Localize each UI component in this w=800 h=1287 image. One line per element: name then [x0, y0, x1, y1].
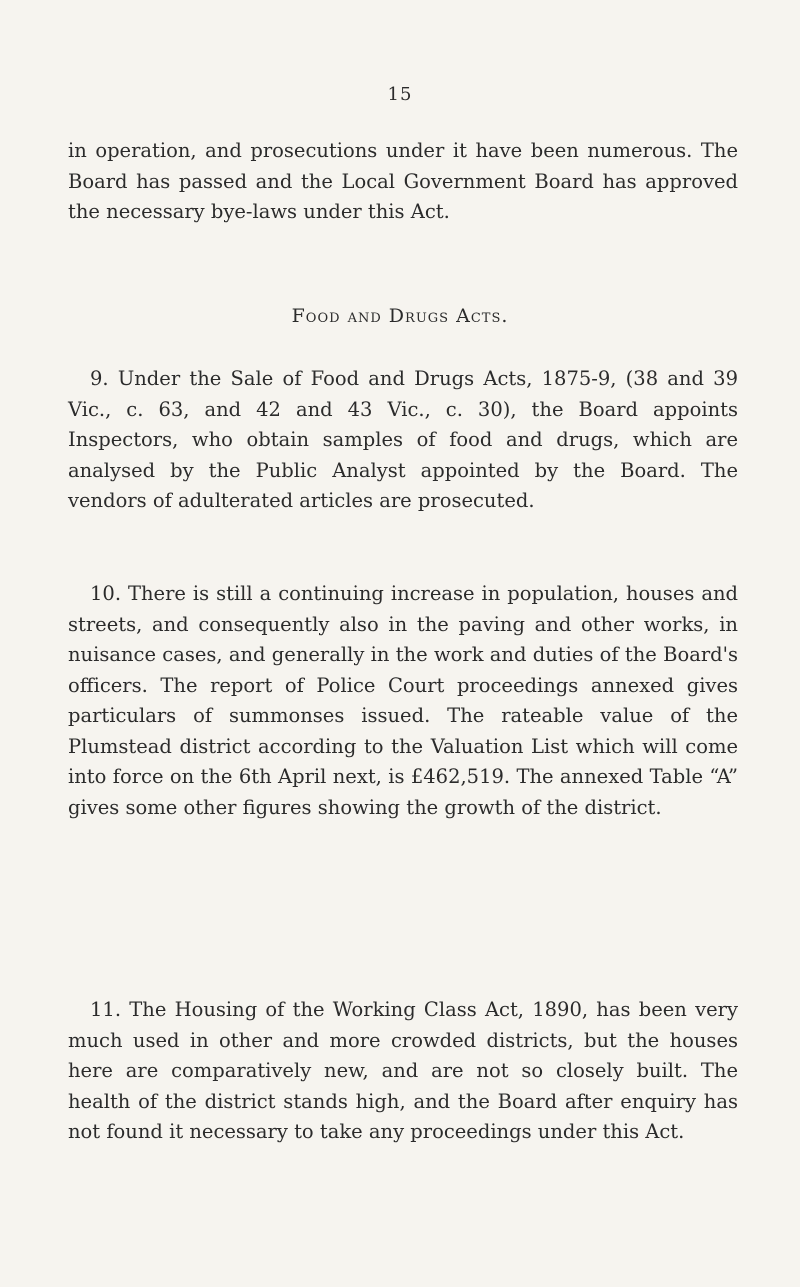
paragraph-11: 11. The Housing of the Working Class Act, 1890, has been very much used in other and more crowded districts, but the houses here are comparatively new, and are not so closely built. The health of the district stands high, and the Board after enquiry has not found it necessary to take any proceedings under this Act. [68, 998, 738, 1143]
paragraph-10: 10. There is still a continuing increase in population, houses and streets, and consequently also in the paving and other works, in nuisance cases, and generally in the work and duties of the Board's officers. The report of Police Court proceedings annexed gives particulars of summonses issued. The rateable value of the Plumstead district according to the Valuation List which will come into force on the 6th April next, is £462,519. The annexed Table “A” gives some other figures showing the growth of the district. [68, 582, 738, 819]
intro-paragraph: in operation, and prosecutions under it have been numerous. The Board has passed and the Local Government Board has approved the necessary bye-laws under this Act. [68, 139, 738, 223]
paragraph-9: 9. Under the Sale of Food and Drugs Acts, 1875-9, (38 and 39 Vic., c. 63, and 42 and 43 Vic., c. 30), the Board appoints Inspectors, who obtain samples of food and drugs, which are analysed by the Public Analyst appointed by the Board. The vendors of adulterated articles are prosecuted. [68, 367, 738, 512]
section-heading: Food and Drugs Acts. [291, 305, 509, 327]
page-number: 15 [387, 84, 413, 105]
